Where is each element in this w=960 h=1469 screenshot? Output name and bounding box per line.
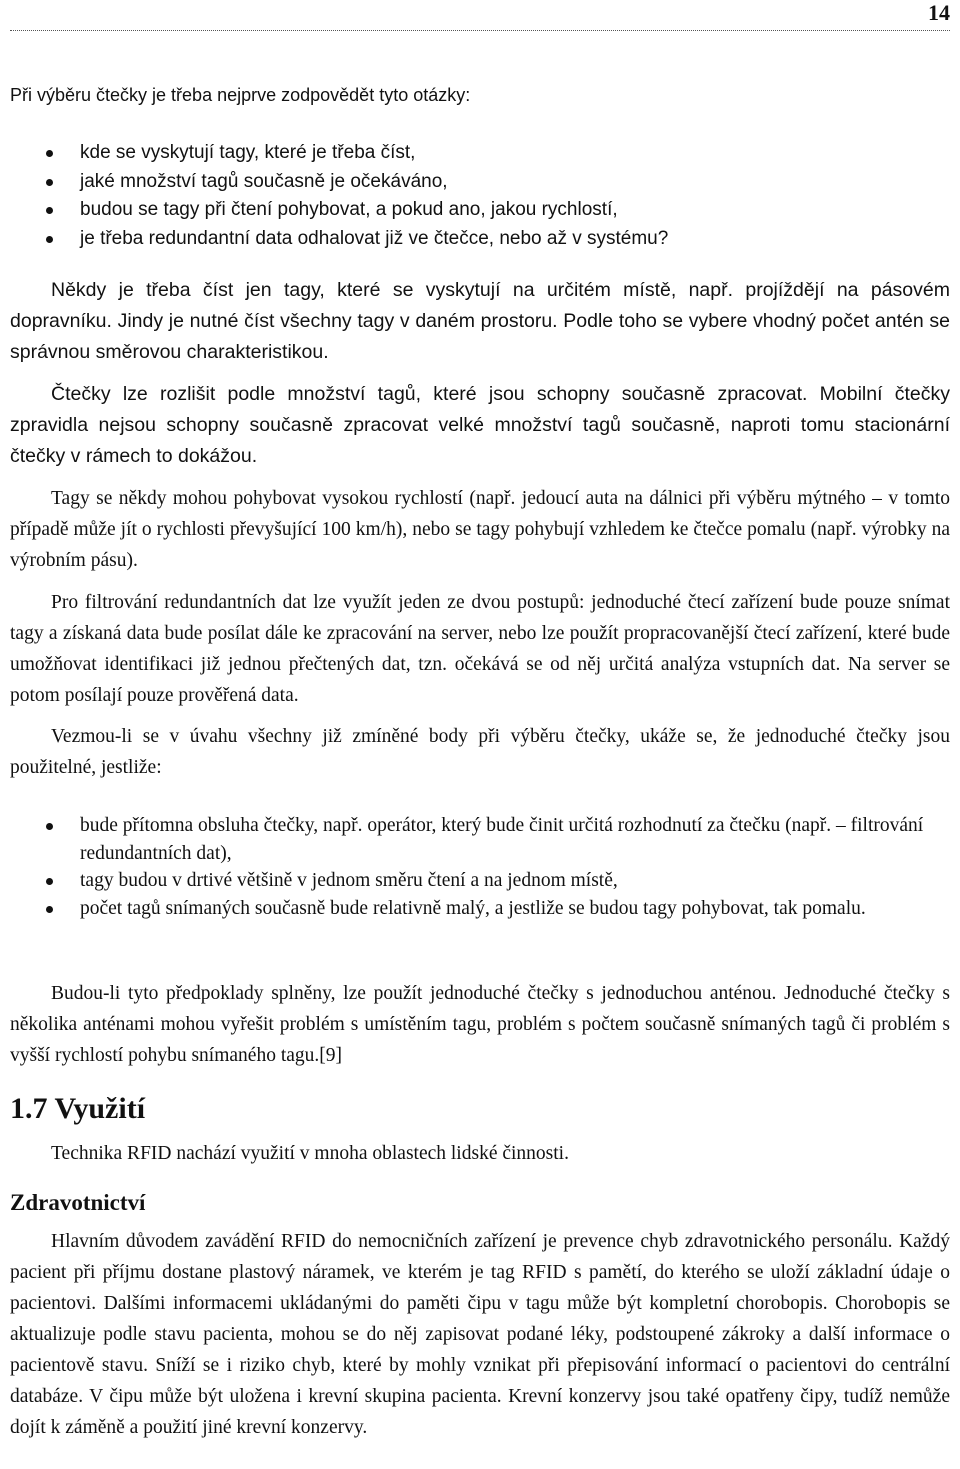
paragraph: Hlavním důvodem zavádění RFID do nemocničních zařízení je prevence chyb zdravotnického personálu. Každý pacient při příjmu dostane plastový náramek, ve kterém je tag RFID s pamětí, do kterého se uloží základní údaje o pacientovi. Dalšími informacemi ukládanými do paměti čipu v tagu může být kompletní chorobopis. Chorobopis se aktualizuje podle stavu pacienta, mohou se do něj zapisovat podané léky, podstoupené zákroky a další informace o pacientově stavu. Sníží se i riziko chyb, které by mohly vznikat při přepisování informací o pacientovi do centrální databáze. V čipu může být uložena i krevní skupina pacienta. Krevní konzervy jsou také opatřeny čipy, tudíž nemůže dojít k záměně a použití jiné krevní konzervy. [10,1231,950,1438]
bullet-icon [46,906,53,913]
paragraph: Vezmou-li se v úvahu všechny již zmíněné body při výběru čtečky, ukáže se, že jednoduché čtečky jsou použitelné, jestliže: [10,726,950,778]
page-number: 14 [928,0,950,25]
list-item: je třeba redundantní data odhalovat již ve čtečce, nebo až v systému? [0,225,960,254]
questions-list [0,139,960,253]
intro-text: Při výběru čtečky je třeba nejprve zodpovědět tyto otázky: [10,85,471,105]
conditions-list [0,812,960,922]
bullet-icon [46,207,53,214]
bullet-icon [46,878,53,885]
list-item: bude přítomna obsluha čtečky, např. operátor, který bude činit určitá rozhodnutí za čtečku (např. – filtrování redundantních dat), [0,812,960,867]
bullet-icon [46,179,53,186]
header-rule [10,30,950,31]
bullet-icon [46,150,53,157]
paragraph: Někdy je třeba číst jen tagy, které se vyskytují na určitém místě, např. projíždějí na pásovém dopravníku. Jindy je nutné číst všechny tagy v daném prostoru. Podle toho se vybere vhodný počet antén se správnou směrovou charakteristikou. [10,279,950,363]
section-heading: 1.7 Využití [10,1092,146,1125]
list-item: jaké množství tagů současně je očekáváno, [0,168,960,197]
paragraph: Budou-li tyto předpoklady splněny, lze použít jednoduché čtečky s jednoduchou anténou. Jednoduché čtečky s několika anténami mohou vyřešit problém s umístěním tagu, problém s počtem současně snímaných tagů či problém s vyšší rychlostí pohybu snímaného tagu.[9] [10,983,950,1066]
list-item: tagy budou v drtivé většině v jednom směru čtení a na jednom místě, [0,867,960,895]
paragraph: Technika RFID nachází využití v mnoha oblastech lidské činnosti. [51,1143,569,1164]
bullet-icon [46,823,53,830]
paragraph: Čtečky lze rozlišit podle množství tagů, které jsou schopny současně zpracovat. Mobilní čtečky zpravidla nejsou schopny současně zpracovat velké množství tagů současně, naproti tomu stacionární čtečky v rámech to dokážou. [10,383,950,467]
subsection-heading: Zdravotnictví [10,1190,146,1215]
paragraph: Pro filtrování redundantních dat lze využít jeden ze dvou postupů: jednoduché čtecí zařízení bude pouze snímat tagy a získaná data bude posílat dále ke zpracování na server, nebo lze použít propracovanější čtecí zařízení, které bude umožňovat identifikaci již jednou přečtených dat, tzn. očekává se od něj určitá analýza vstupních dat. Na server se potom posílají pouze prověřená data. [10,592,950,706]
bullet-icon [46,236,53,243]
paragraph: Tagy se někdy mohou pohybovat vysokou rychlostí (např. jedoucí auta na dálnici při výběru mýtného – v tomto případě může jít o rychlosti převyšující 100 km/h), nebo se tagy pohybují vzhledem ke čtečce pomalu (např. výrobky na výrobním pásu). [10,488,950,571]
list-item: budou se tagy při čtení pohybovat, a pokud ano, jakou rychlostí, [0,196,960,225]
list-item: počet tagů snímaných současně bude relativně malý, a jestliže se budou tagy pohybovat, tak pomalu. [0,895,960,923]
list-item: kde se vyskytují tagy, které je třeba číst, [0,139,960,168]
